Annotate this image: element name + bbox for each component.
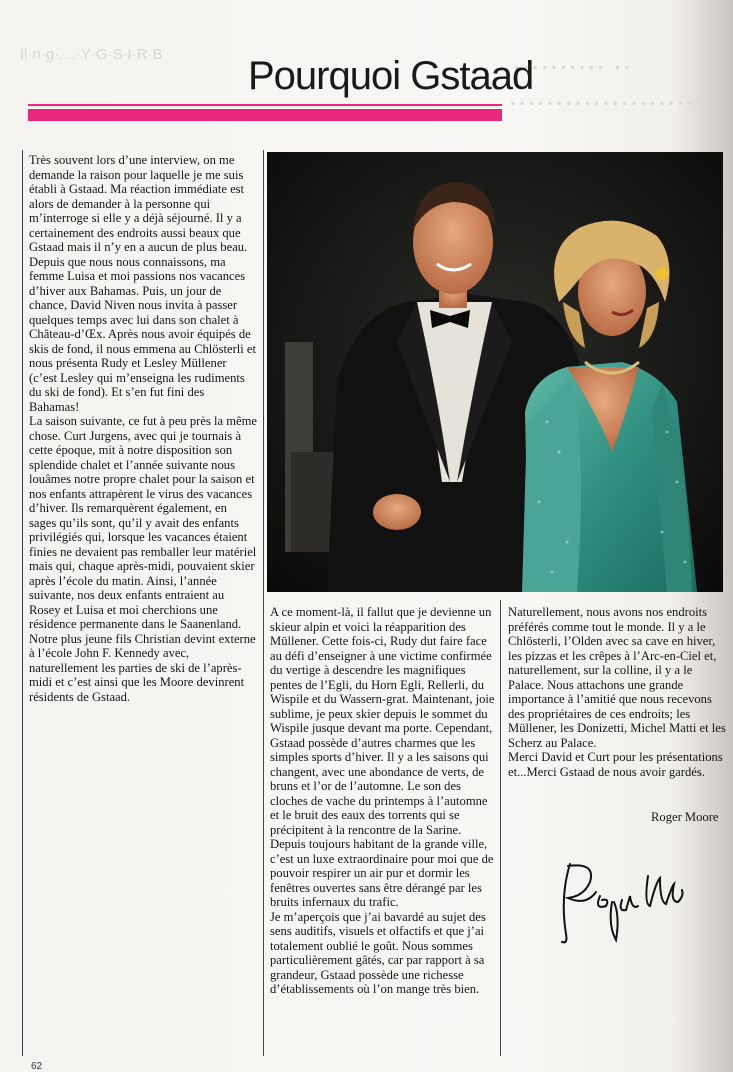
- column-divider-2: [500, 600, 501, 1056]
- paragraph: La saison suivante, ce fut à peu près la même chose. Curt Jurgens, avec qui je tournais à cette époque, mit à notre disposition son splendide chalet et l’année suivante nous louâmes notre propre chalet pour la saison et nos enfants attrapèrent le virus des vacances d’hiver. Ils remarquèrent également, en sages qu’ils sont, qu’il y avait des enfants privilégiés qui, lorsque les vacances étaient finies ne devaient pas remballer leur matériel mais qui, chaque après-midi, pouvaient skier après l’école du matin. Ainsi, l’année suivante, nos deux enfants entraient au Rosey et Luisa et moi cherchions une résidence permanente dans le Saanenland. Notre plus jeune fils Christian devint externe à l’école John F. Kennedy avec, naturellement les parties de ski de l’après-midi et c’est ainsi que les Moore devinrent résidents de Gstaad.: [29, 414, 258, 704]
- handwritten-signature: [556, 856, 688, 946]
- article-column-1: [29, 153, 257, 704]
- show-through-text: ·········· ··: [512, 50, 632, 81]
- page-number: 62: [31, 1061, 43, 1072]
- show-through-text: Il·n·g·....·Y·G·S·I·R·B: [20, 46, 163, 63]
- paragraph: Depuis toujours habitant de la grande ville, c’est un luxe extraordinaire pour moi que de pouvoir respirer un air pur et dormir les fenêtres ouvertes sans être dérangé par les bruits infernaux du trafic.: [270, 837, 494, 909]
- column-divider-1: [263, 150, 264, 1056]
- paragraph: Naturellement, nous avons nos endroits préférés comme tout le monde. Il y a le Chlösterli, l’Olden avec sa cave en hiver, les pizzas et les crêpes à l’Arc-en-Ciel et, naturellement, sur la colline, il y a le Palace. Nous attachons une grande importance à l’amitié que nous recevons des propriétaires de ces endroits; les Müllener, les Donizetti, Michel Matti et les Scherz au Palace.: [508, 605, 726, 750]
- article-column-2: [270, 605, 495, 997]
- title-rule-bar: [28, 109, 502, 121]
- show-through-text: ·······················: [508, 86, 723, 117]
- page-title: Pourquoi Gstaad: [248, 54, 534, 98]
- photo-roger-and-luisa-moore: [267, 152, 723, 592]
- paragraph: Merci David et Curt pour les présentations et...Merci Gstaad de nous avoir gardés.: [508, 750, 723, 779]
- paragraph: Depuis que nous nous connaissons, ma femme Luisa et moi passions nos vacances d’hiver aux Bahamas. Puis, un jour de chance, David Niven nous invita à passer quelques temps avec lui dans son chalet à Château-d’Œx. Après nous avoir équipés de skis de fond, il nous emmena au Chlösterli et nous présenta Rudy et Lesley Müllener (c’est Lesley qui m’enseigna les rudiments du ski de fond). Et s’en fut fini des Bahamas!: [29, 254, 257, 414]
- paragraph: Très souvent lors d’une interview, on me demande la raison pour laquelle je me suis établi à Gstaad. Ma réaction immédiate est alors de demander à la personne qui m’interroge si elle y a déjà séjourné. Il y a certainement des endroits aussi beaux que Gstaad mais il n’y en a aucun de plus beau.: [29, 153, 248, 254]
- column-divider-left: [22, 150, 23, 1056]
- paragraph: Je m’aperçois que j’ai bavardé au sujet des sens auditifs, visuels et olfactifs et que j’ai totalement oublié le goût. Nous sommes particulièrement gâtés, car par rapport à sa grandeur, Gstaad possède une richesse d’établissements où l’on mange très bien.: [270, 909, 486, 996]
- title-rule-thin: [28, 104, 502, 106]
- paragraph: A ce moment-là, il fallut que je devienne un skieur alpin et voici la réapparition des Müllener. Cette fois-ci, Rudy dut faire face au défi d’enseigner à une victime confirmée du vertige à descendre les magnifiques pentes de l’Egli, du Horn Egli, Rellerli, du Wispile et du Wassern-grat. Maintenant, joie sublime, je peux skier depuis le sommet du Wispile jusque devant ma porte. Cependant, Gstaad possède d’autres charmes que les simples sports d’hiver. Il y a les saisons qui changent, avec une abondance de verts, de bruns et l’or de l’automne. Le son des cloches de vache du printemps à l’automne et le bruit des eaux des torrents qui se précipitent à la rencontre de la Sarine.: [270, 605, 495, 837]
- author-name: Roger Moore: [651, 810, 719, 824]
- article-column-3: [508, 605, 726, 779]
